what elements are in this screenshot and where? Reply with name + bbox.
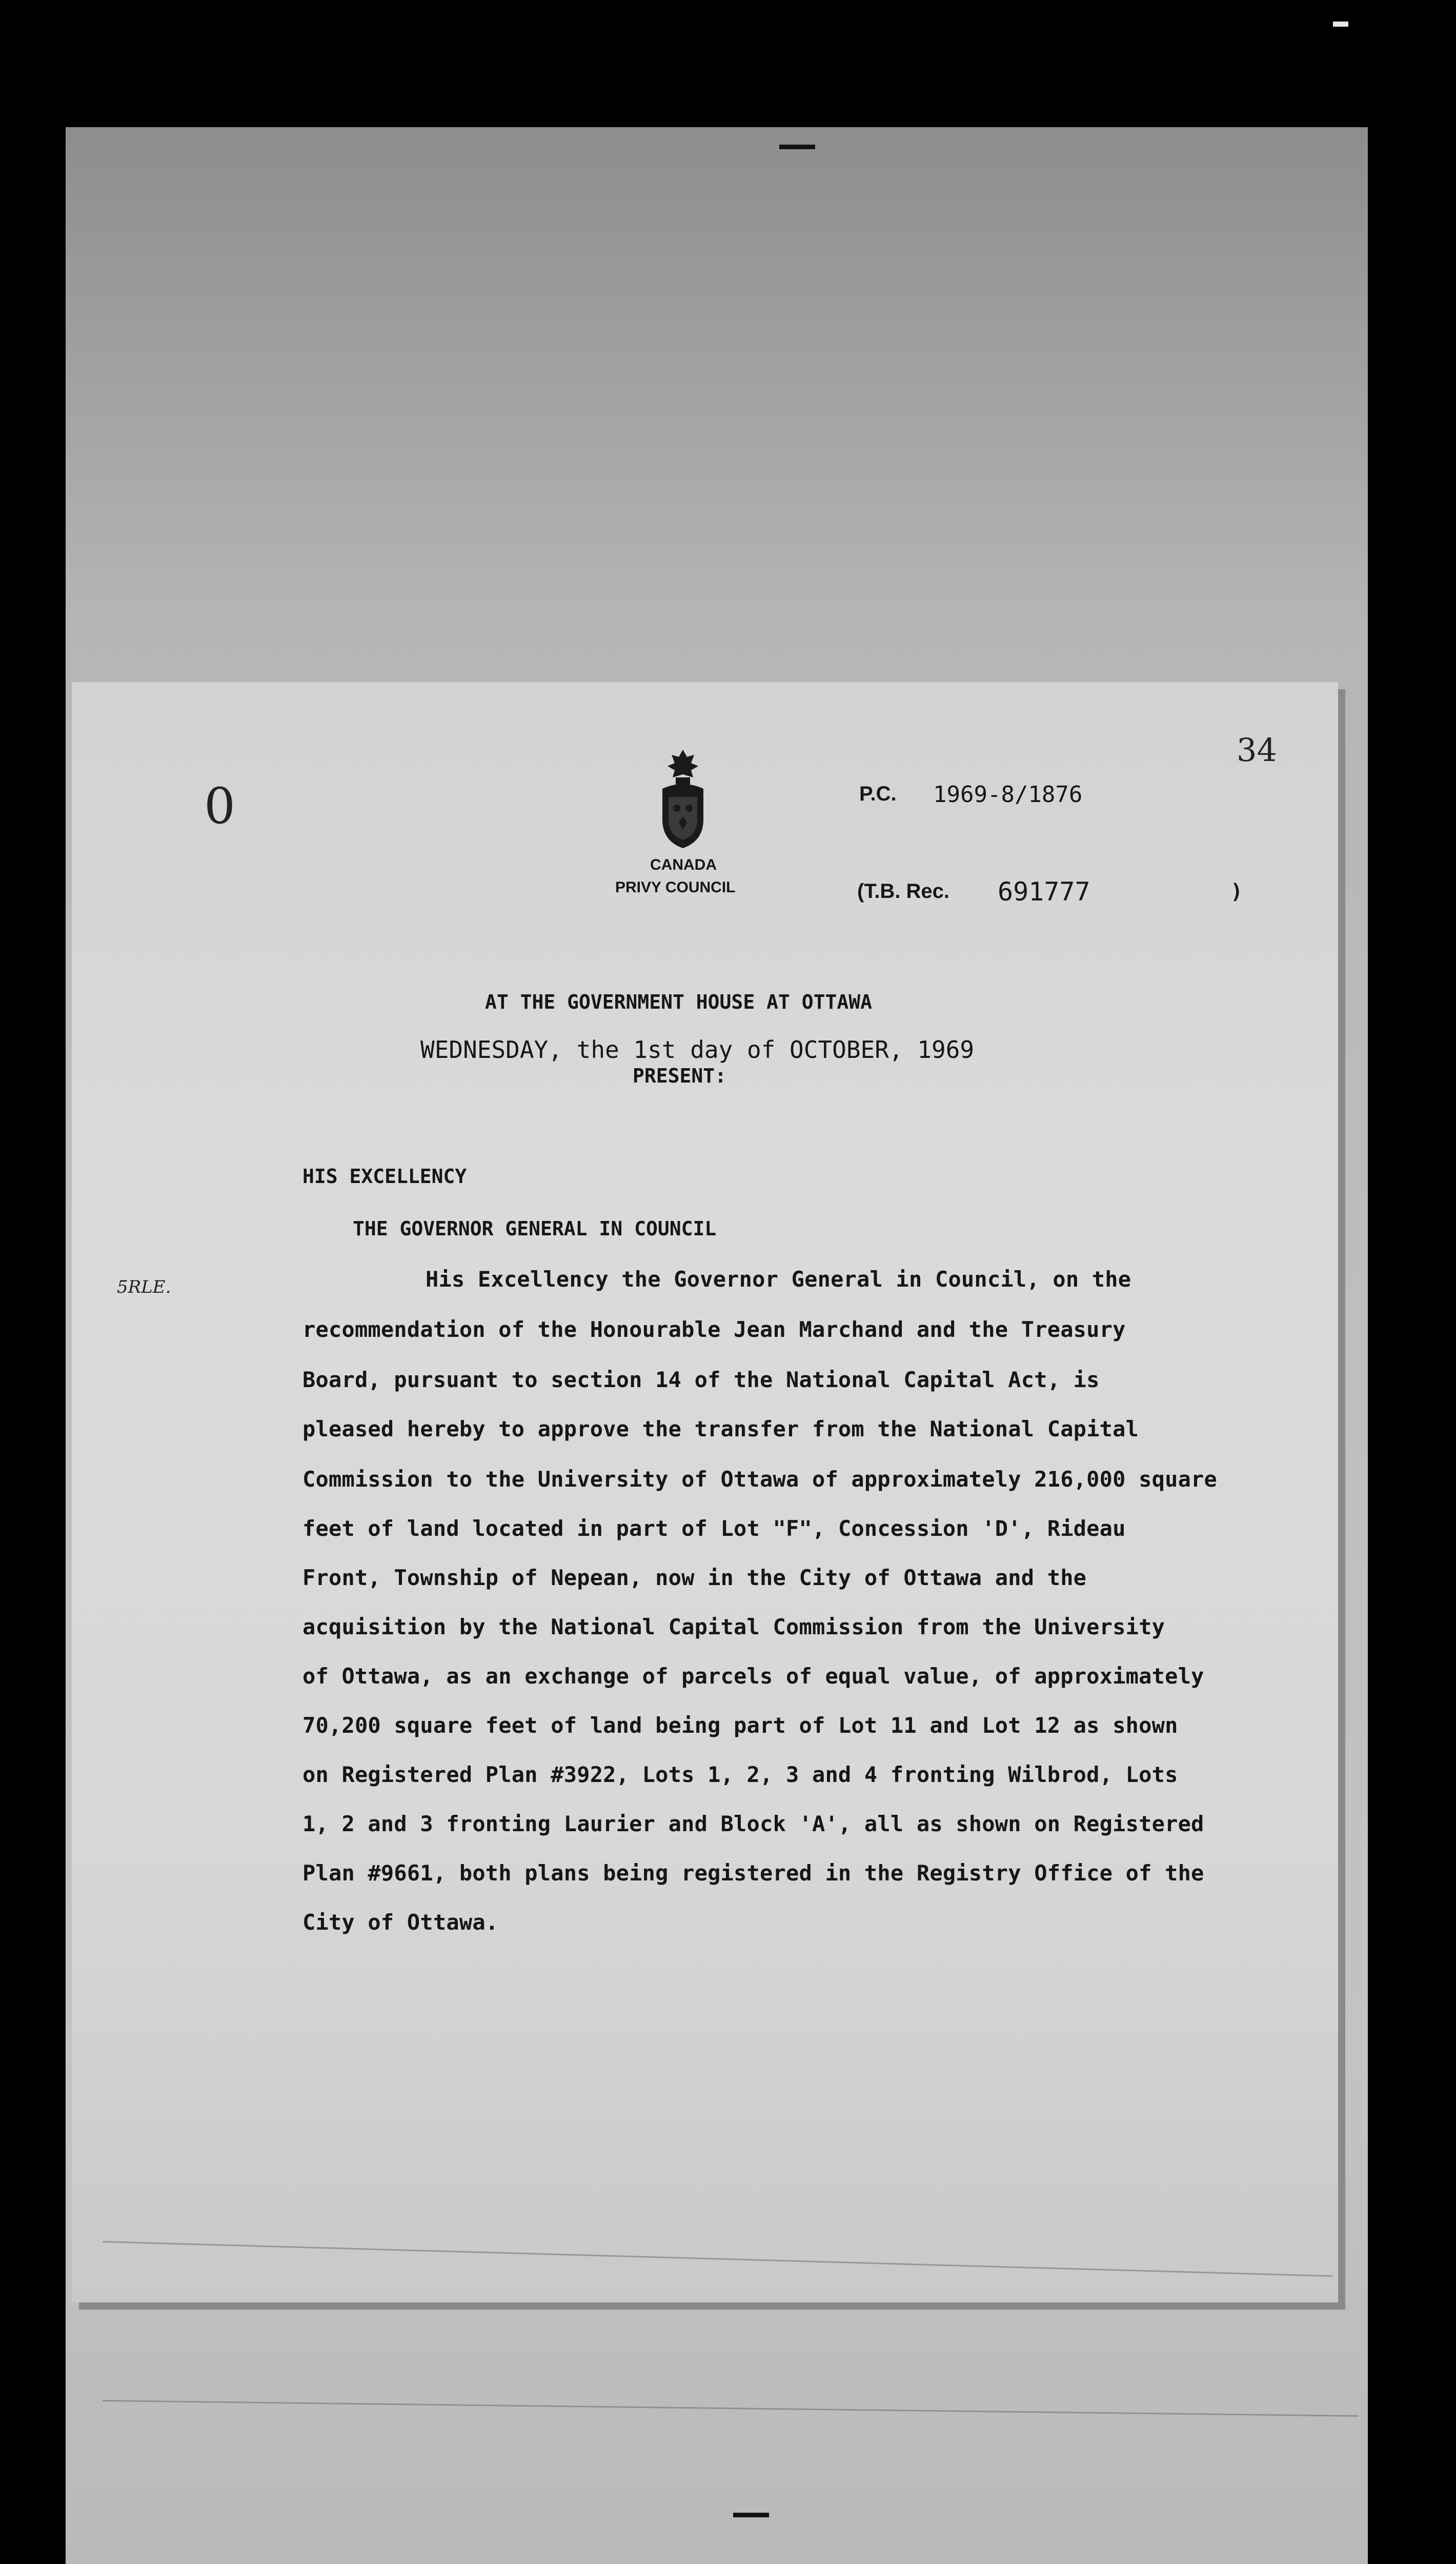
tb-number: 691777 xyxy=(998,877,1090,907)
body-line: of Ottawa, as an exchange of parcels of equal value, of approximately xyxy=(302,1664,1204,1689)
bottom-dash-mark xyxy=(733,2513,769,2517)
page-number: 34 xyxy=(1237,731,1277,769)
body-line: Plan #9661, both plans being registered in the Registry Office of the xyxy=(302,1860,1204,1886)
tb-close: ) xyxy=(1230,880,1243,904)
body-line: on Registered Plan #3922, Lots 1, 2, 3 and 4 fronting Wilbrod, Lots xyxy=(302,1762,1178,1787)
canada-coat-of-arms-icon xyxy=(655,748,711,850)
pc-label: P.C. xyxy=(859,783,897,805)
margin-note: 5RLE. xyxy=(117,1277,171,1297)
location-line: AT THE GOVERNMENT HOUSE AT OTTAWA xyxy=(485,991,872,1013)
emblem-country: CANADA xyxy=(650,856,717,873)
body-line: 1, 2 and 3 fronting Laurier and Block 'A', all as shown on Registered xyxy=(302,1811,1204,1836)
tb-label: (T.B. Rec. xyxy=(857,880,950,903)
body-line: Commission to the University of Ottawa of approximately 216,000 square xyxy=(302,1467,1218,1492)
body-line: 70,200 square feet of land being part of Lot 11 and Lot 12 as shown xyxy=(302,1713,1178,1738)
paper-crease xyxy=(103,2241,1332,2277)
body-line: pleased hereby to approve the transfer from the National Capital xyxy=(302,1416,1139,1441)
film-edge-mark xyxy=(1333,22,1348,27)
top-dash-mark xyxy=(779,145,815,149)
body-line: His Excellency the Governor General in Council, on the xyxy=(426,1267,1131,1292)
body-line: acquisition by the National Capital Commission from the University xyxy=(302,1614,1165,1639)
date-line: WEDNESDAY, the 1st day of OCTOBER, 1969 xyxy=(420,1036,975,1064)
present-line: PRESENT: xyxy=(633,1065,727,1087)
body-line: feet of land located in part of Lot "F", Concession 'D', Rideau xyxy=(302,1516,1126,1541)
order-in-council-page xyxy=(72,682,1338,2302)
body-line: recommendation of the Honourable Jean Marchand and the Treasury xyxy=(302,1317,1126,1342)
emblem-body: PRIVY COUNCIL xyxy=(615,879,736,896)
pc-number: 1969-8/1876 xyxy=(933,782,1083,808)
salutation-line1: HIS EXCELLENCY xyxy=(302,1165,467,1188)
body-line: Board, pursuant to section 14 of the National Capital Act, is xyxy=(302,1367,1100,1392)
body-line: Front, Township of Nepean, now in the City of Ottawa and the xyxy=(302,1565,1087,1590)
salutation-line2: THE GOVERNOR GENERAL IN COUNCIL xyxy=(353,1217,717,1240)
body-line: City of Ottawa. xyxy=(302,1910,499,1935)
circle-mark: 0 xyxy=(204,777,236,835)
